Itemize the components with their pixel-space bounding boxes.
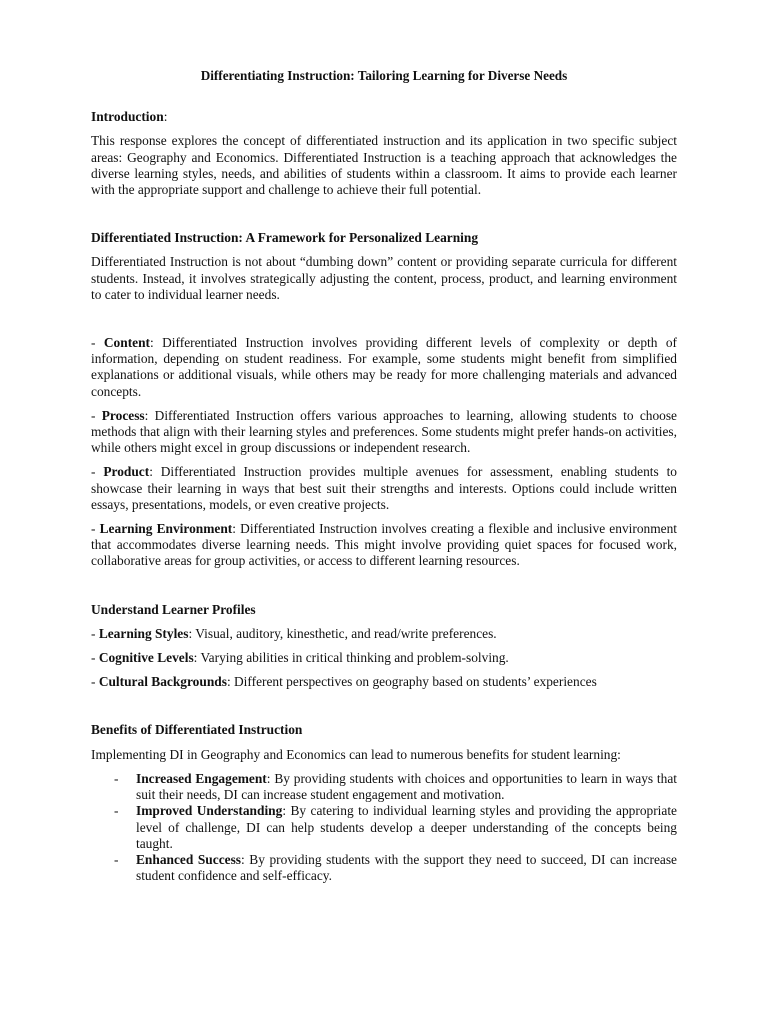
- framework-item-process: [91, 408, 677, 457]
- intro-heading-text: Introduction: [91, 109, 164, 125]
- benefits-heading: Benefits of Differentiated Instruction: [91, 722, 303, 738]
- profile-item-cultural-backgrounds: [91, 674, 677, 690]
- item-prefix: -: [91, 335, 104, 351]
- intro-heading-colon: :: [163, 109, 168, 125]
- item-text: : Varying abilities in critical thinking and problem-solving.: [193, 650, 509, 666]
- item-text: : Differentiated Instruction offers various approaches to learning, allowing students to choose methods that align with their learning styles and preferences. Some students might prefer hands-on activities, while others might excel in group discussions or independent research.: [91, 407, 677, 456]
- item-term: Process: [101, 407, 145, 423]
- item-text: : Differentiated Instruction provides multiple avenues for assessment, enabling students to showcase their learning in ways that best suit their strengths and interests. Options could include written essays, presentations, models, or even creative projects.: [91, 464, 677, 512]
- item-prefix: -: [91, 464, 104, 480]
- document-page: [91, 68, 677, 884]
- item-term: Learning Environment: [99, 521, 233, 537]
- framework-paragraph: Differentiated Instruction is not about “dumbing down” content or providing separate curricula for different students. Instead, it involves strategically adjusting the content, process, product, and learning environment to cater to individual learner needs.: [91, 254, 677, 302]
- profiles-heading: Understand Learner Profiles: [91, 601, 256, 617]
- benefit-item-engagement: [91, 771, 677, 803]
- profile-item-cognitive-levels: [91, 650, 677, 666]
- framework-item-learning-environment: [91, 521, 677, 570]
- bullet-dash: -: [114, 851, 119, 867]
- item-text: : Visual, auditory, kinesthetic, and read/write preferences.: [188, 625, 497, 641]
- intro-paragraph: This response explores the concept of differentiated instruction and its application in two specific subject areas: Geography and Economics. Differentiated Instruction is a teaching approach that acknowledges the diverse learning styles, needs, and abilities of students within a classroom. It aims to provide each learner with the appropriate support and challenge to achieve their full potential.: [91, 133, 677, 198]
- item-text: : Differentiated Instruction involves providing different levels of complexity or depth of information, depending on student readiness. For example, some students might benefit from simplified explanations or additional visuals, while others may be ready for more challenging materials and advanced concepts.: [91, 335, 678, 399]
- item-prefix: -: [91, 650, 99, 666]
- item-term: Product: [103, 464, 150, 480]
- item-prefix: -: [91, 625, 99, 641]
- item-text: : Differentiated Instruction involves creating a flexible and inclusive environment that accommodates diverse learning needs. This might involve providing quiet spaces for focused work, collaborative areas for group activities, or access to different learning resources.: [91, 521, 677, 569]
- item-term: Increased Engagement: [136, 770, 267, 786]
- item-term: Enhanced Success: [136, 851, 242, 867]
- framework-item-product: [91, 464, 677, 513]
- item-text: : Different perspectives on geography based on students’ experiences: [226, 674, 597, 690]
- benefit-item-understanding: [91, 803, 677, 852]
- item-text: : By catering to individual learning styles and providing the appropriate level of challenge, DI can help students develop a deeper understanding of the concepts being taught.: [136, 803, 677, 851]
- bullet-dash: -: [114, 770, 119, 786]
- document-title: Differentiating Instruction: Tailoring Learning for Diverse Needs: [200, 68, 568, 83]
- item-prefix: -: [91, 521, 100, 537]
- item-term: Improved Understanding: [136, 803, 283, 819]
- benefits-paragraph: Implementing DI in Geography and Economics can lead to numerous benefits for student learning:: [91, 746, 621, 762]
- benefits-list: [91, 771, 677, 884]
- item-text: : By providing students with the support they need to succeed, DI can increase student confidence and self-efficacy.: [136, 851, 677, 884]
- bullet-dash: -: [114, 803, 119, 819]
- item-term: Cultural Backgrounds: [98, 674, 227, 690]
- item-term: Cognitive Levels: [98, 650, 194, 666]
- item-term: Content: [103, 335, 150, 351]
- framework-heading: Differentiated Instruction: A Framework for Personalized Learning: [91, 230, 479, 246]
- item-text: : By providing students with choices and opportunities to learn in ways that suit their needs, DI can increase student engagement and motivation.: [136, 770, 677, 803]
- intro-heading: [91, 109, 677, 125]
- item-prefix: -: [91, 407, 102, 423]
- framework-item-content: [91, 335, 677, 400]
- item-prefix: -: [91, 674, 99, 690]
- benefit-item-success: [91, 852, 677, 884]
- item-term: Learning Styles: [98, 625, 189, 641]
- profile-item-learning-styles: [91, 626, 677, 642]
